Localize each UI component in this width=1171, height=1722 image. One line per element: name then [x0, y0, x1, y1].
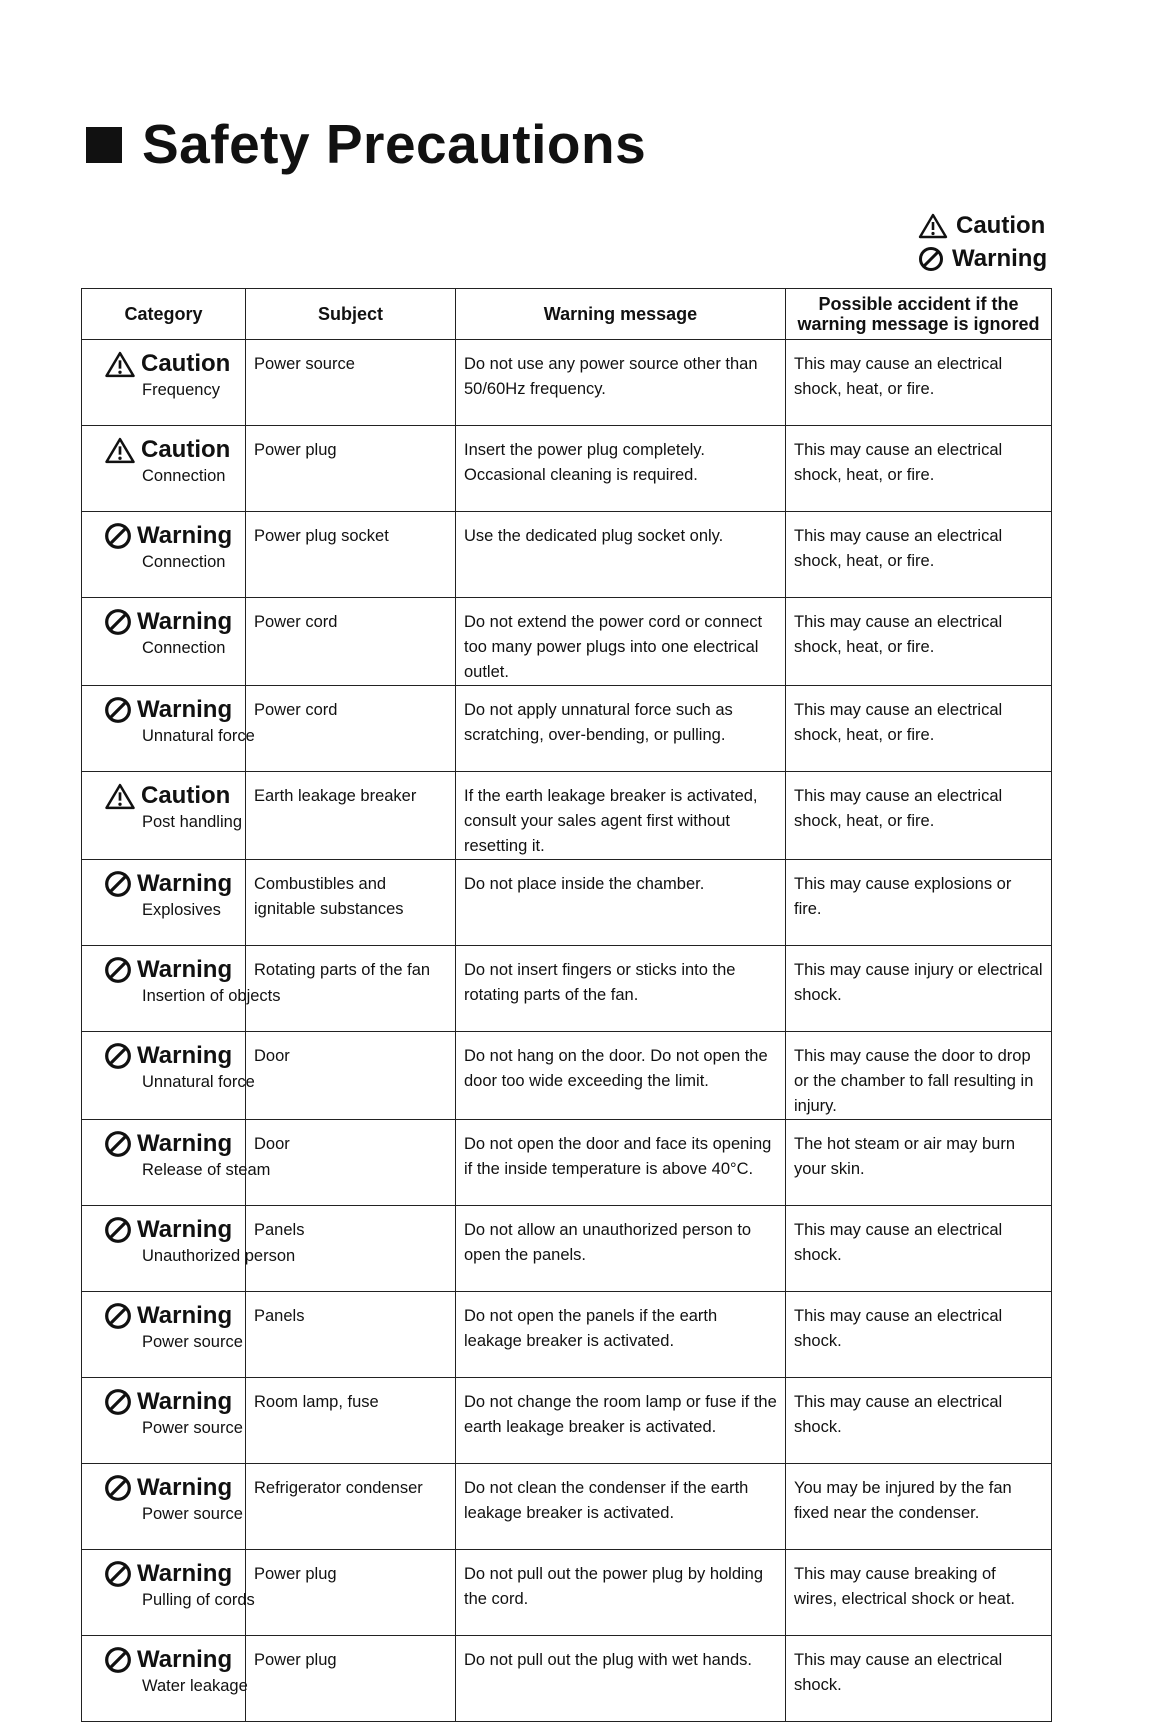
category-level-label: Warning — [137, 1042, 233, 1069]
caution-triangle-icon — [104, 437, 136, 464]
category-level — [104, 1646, 245, 1674]
caution-triangle-icon — [918, 213, 948, 239]
category-label: Power source — [142, 1333, 243, 1351]
category-label: Pulling of cords — [142, 1591, 255, 1609]
category-level — [104, 350, 245, 378]
table-row — [82, 946, 1052, 1032]
prohibition-icon — [104, 696, 132, 724]
category-label: Unnatural force — [142, 1073, 255, 1091]
category-level-label: Caution — [141, 436, 231, 463]
category-level-label: Warning — [137, 1388, 233, 1415]
category-level-label: Warning — [137, 1302, 233, 1329]
prohibition-icon — [104, 1388, 132, 1416]
category-level — [104, 1302, 245, 1330]
prohibition-icon — [104, 1560, 132, 1588]
category-level-label: Warning — [137, 522, 233, 549]
warning-message-cell: Do not insert fingers or sticks into the rotating parts of the fan. — [456, 946, 786, 1032]
prohibition-icon — [104, 1646, 132, 1674]
header-subject: Subject — [246, 289, 456, 340]
symbol-legend — [918, 209, 1047, 275]
subject-cell: Power plug — [246, 426, 456, 512]
subject-cell: Power plug — [246, 1550, 456, 1636]
category-level — [104, 696, 245, 724]
prohibition-icon — [104, 870, 132, 898]
warning-message-cell: Do not use any power source other than 50/60Hz frequency. — [456, 340, 786, 426]
category-level-label: Caution — [141, 350, 231, 377]
table-row — [82, 1636, 1052, 1722]
caution-triangle-icon — [104, 351, 136, 378]
possible-accident-cell: This may cause breaking of wires, electrical shock or heat. — [786, 1550, 1052, 1636]
legend-caution — [918, 209, 1047, 242]
category-level — [104, 436, 245, 464]
warning-message-cell: Do not pull out the plug with wet hands. — [456, 1636, 786, 1722]
category-cell — [82, 512, 246, 598]
category-level — [104, 608, 245, 636]
category-level-label: Warning — [137, 1560, 233, 1587]
warning-message-cell: If the earth leakage breaker is activated, consult your sales agent first without resetting it. — [456, 772, 786, 860]
category-label: Water leakage — [142, 1677, 248, 1695]
table-row — [82, 1120, 1052, 1206]
warning-message-cell: Use the dedicated plug socket only. — [456, 512, 786, 598]
subject-cell: Rotating parts of the fan — [246, 946, 456, 1032]
prohibition-icon — [104, 1302, 132, 1330]
prohibition-icon — [104, 522, 132, 550]
prohibition-icon — [104, 1130, 132, 1158]
header-category: Category — [82, 289, 246, 340]
warning-message-cell: Do not extend the power cord or connect too many power plugs into one electrical outlet. — [456, 598, 786, 686]
warning-message-cell: Do not change the room lamp or fuse if the earth leakage breaker is activated. — [456, 1378, 786, 1464]
table-row — [82, 1206, 1052, 1292]
category-label: Power source — [142, 1419, 243, 1437]
possible-accident-cell: The hot steam or air may burn your skin. — [786, 1120, 1052, 1206]
table-row — [82, 512, 1052, 598]
table-row — [82, 1032, 1052, 1120]
category-cell — [82, 1636, 246, 1722]
category-cell — [82, 860, 246, 946]
table-row — [82, 1550, 1052, 1636]
category-cell — [82, 1464, 246, 1550]
category-cell — [82, 1378, 246, 1464]
category-level-label: Warning — [137, 696, 233, 723]
category-level — [104, 1042, 245, 1070]
legend-warning — [918, 242, 1047, 275]
category-label: Connection — [142, 553, 226, 571]
warning-message-cell: Do not allow an unauthorized person to open the panels. — [456, 1206, 786, 1292]
header-warning-message: Warning message — [456, 289, 786, 340]
subject-cell: Power cord — [246, 686, 456, 772]
category-level — [104, 870, 245, 898]
category-label: Unauthorized person — [142, 1247, 296, 1265]
subject-cell: Door — [246, 1120, 456, 1206]
safety-table — [81, 288, 1052, 1722]
possible-accident-cell: You may be injured by the fan fixed near the condenser. — [786, 1464, 1052, 1550]
prohibition-icon — [104, 1474, 132, 1502]
table-row — [82, 340, 1052, 426]
possible-accident-cell: This may cause injury or electrical shock. — [786, 946, 1052, 1032]
page-title: Safety Precautions — [142, 113, 647, 175]
category-level-label: Caution — [141, 782, 231, 809]
category-cell — [82, 340, 246, 426]
table-row — [82, 860, 1052, 946]
subject-cell: Combustibles and ignitable substances — [246, 860, 456, 946]
prohibition-icon — [104, 1216, 132, 1244]
category-label: Post handling — [142, 813, 242, 831]
category-level — [104, 1130, 245, 1158]
category-level — [104, 522, 245, 550]
possible-accident-cell: This may cause an electrical shock. — [786, 1378, 1052, 1464]
subject-cell: Refrigerator condenser — [246, 1464, 456, 1550]
possible-accident-cell: This may cause the door to drop or the chamber to fall resulting in injury. — [786, 1032, 1052, 1120]
category-cell — [82, 686, 255, 772]
category-cell — [82, 1120, 271, 1206]
category-level-label: Warning — [137, 956, 233, 983]
category-cell — [82, 1550, 255, 1636]
possible-accident-cell: This may cause explosions or fire. — [786, 860, 1052, 946]
prohibition-icon — [918, 246, 944, 272]
category-level-label: Warning — [137, 1130, 233, 1157]
category-label: Explosives — [142, 901, 221, 919]
category-label: Insertion of objects — [142, 987, 281, 1005]
page-title-block — [86, 112, 646, 176]
subject-cell: Power plug socket — [246, 512, 456, 598]
category-label: Power source — [142, 1505, 243, 1523]
possible-accident-cell: This may cause an electrical shock, heat, or fire. — [786, 686, 1052, 772]
subject-cell: Panels — [246, 1292, 456, 1378]
category-level-label: Warning — [137, 1474, 233, 1501]
possible-accident-cell: This may cause an electrical shock, heat, or fire. — [786, 598, 1052, 686]
prohibition-icon — [104, 1042, 132, 1070]
category-cell — [82, 598, 246, 686]
category-cell — [82, 426, 246, 512]
table-row — [82, 772, 1052, 860]
possible-accident-cell: This may cause an electrical shock, heat, or fire. — [786, 340, 1052, 426]
subject-cell: Power source — [246, 340, 456, 426]
header-possible-accident: Possible accident if the warning message is ignored — [786, 289, 1052, 340]
category-label: Connection — [142, 467, 226, 485]
category-label: Unnatural force — [142, 727, 255, 745]
warning-message-cell: Do not hang on the door. Do not open the door too wide exceeding the limit. — [456, 1032, 786, 1120]
subject-cell: Power plug — [246, 1636, 456, 1722]
category-level — [104, 1474, 245, 1502]
possible-accident-cell: This may cause an electrical shock, heat, or fire. — [786, 512, 1052, 598]
possible-accident-cell: This may cause an electrical shock. — [786, 1292, 1052, 1378]
category-level — [104, 782, 245, 810]
table-header-row — [82, 289, 1052, 340]
subject-cell: Room lamp, fuse — [246, 1378, 456, 1464]
legend-warning-label: Warning — [952, 244, 1048, 272]
subject-cell: Door — [246, 1032, 456, 1120]
subject-cell: Earth leakage breaker — [246, 772, 456, 860]
possible-accident-cell: This may cause an electrical shock. — [786, 1206, 1052, 1292]
legend-caution-label: Caution — [956, 211, 1046, 239]
category-cell — [82, 772, 246, 860]
category-cell — [82, 1292, 246, 1378]
title-bullet-square — [86, 127, 122, 163]
warning-message-cell: Do not pull out the power plug by holding the cord. — [456, 1550, 786, 1636]
category-cell — [82, 1032, 255, 1120]
category-level — [104, 1560, 245, 1588]
category-level-label: Warning — [137, 1646, 233, 1673]
warning-message-cell: Do not clean the condenser if the earth leakage breaker is activated. — [456, 1464, 786, 1550]
warning-message-cell: Insert the power plug completely. Occasional cleaning is required. — [456, 426, 786, 512]
warning-message-cell: Do not apply unnatural force such as scratching, over-bending, or pulling. — [456, 686, 786, 772]
possible-accident-cell: This may cause an electrical shock. — [786, 1636, 1052, 1722]
table-row — [82, 686, 1052, 772]
table-row — [82, 1292, 1052, 1378]
category-level-label: Warning — [137, 608, 233, 635]
table-row — [82, 598, 1052, 686]
category-label: Release of steam — [142, 1161, 271, 1179]
category-level — [104, 1216, 245, 1244]
category-label: Connection — [142, 639, 226, 657]
category-level — [104, 1388, 245, 1416]
table-row — [82, 1464, 1052, 1550]
subject-cell: Panels — [246, 1206, 456, 1292]
category-cell — [82, 946, 281, 1032]
category-level-label: Warning — [137, 870, 233, 897]
prohibition-icon — [104, 956, 132, 984]
table-row — [82, 426, 1052, 512]
category-level-label: Warning — [137, 1216, 233, 1243]
warning-message-cell: Do not open the door and face its opening if the inside temperature is above 40°C. — [456, 1120, 786, 1206]
prohibition-icon — [104, 608, 132, 636]
category-level — [104, 956, 245, 984]
table-row — [82, 1378, 1052, 1464]
warning-message-cell: Do not place inside the chamber. — [456, 860, 786, 946]
possible-accident-cell: This may cause an electrical shock, heat, or fire. — [786, 772, 1052, 860]
subject-cell: Power cord — [246, 598, 456, 686]
caution-triangle-icon — [104, 783, 136, 810]
possible-accident-cell: This may cause an electrical shock, heat, or fire. — [786, 426, 1052, 512]
warning-message-cell: Do not open the panels if the earth leakage breaker is activated. — [456, 1292, 786, 1378]
category-label: Frequency — [142, 381, 220, 399]
